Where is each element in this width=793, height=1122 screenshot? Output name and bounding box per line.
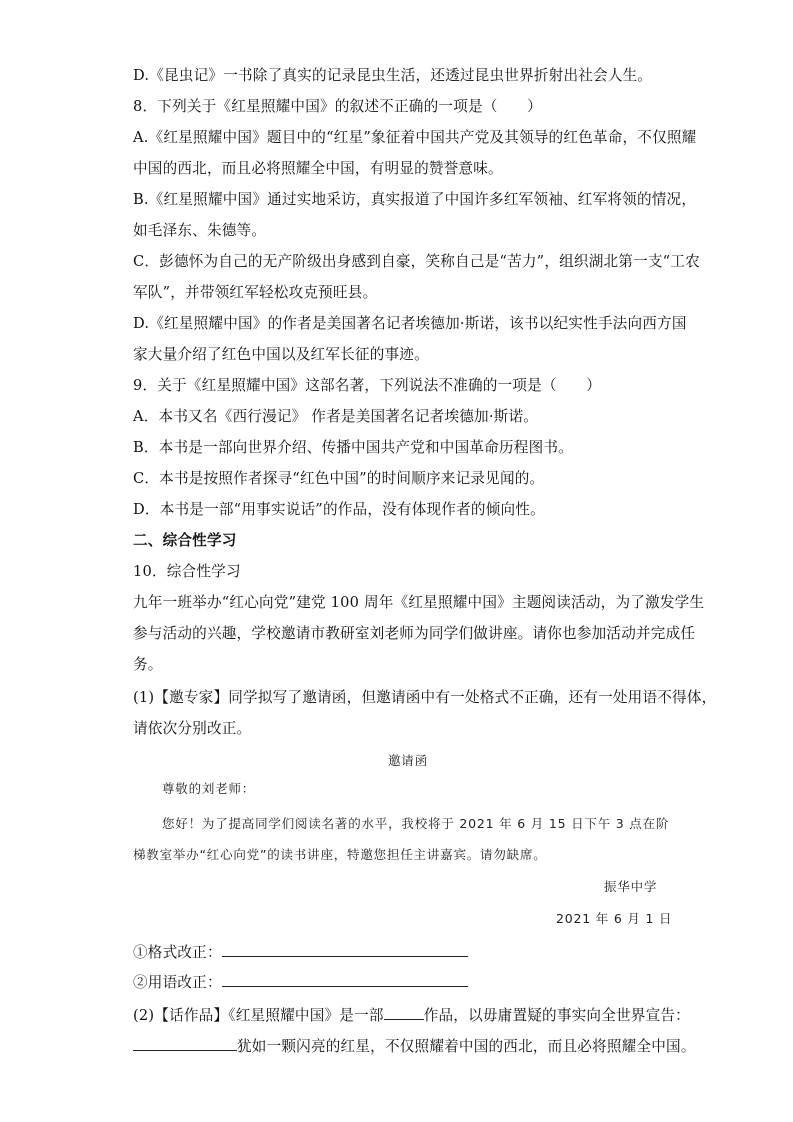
q10-part1-line1: (1)【邀专家】同学拟写了邀请函，但邀请函中有一处格式不正确，还有一处用语不得体， [133,689,717,706]
letter-body-line1: 您好！为了提高同学们阅读名著的水平，我校将于 2021 年 6 月 15 日下午 3 点在阶 [162,816,670,831]
q7-option-d: D.《昆虫记》一书除了真实的记录昆虫生活，还透过昆虫世界折射出社会人生。 [133,67,653,84]
wording-fix-blank[interactable] [222,972,468,987]
q8-option-a-line1: A.《红星照耀中国》题目中的“红星”象征着中国共产党及其领导的红色革命，不仅照耀 [133,129,697,146]
wording-fix-label: ②用语改正： [133,974,222,991]
part2-prefix: (2)【话作品】《红星照耀中国》是一部 [133,1007,384,1024]
letter-salutation: 尊敬的刘老师： [162,781,256,796]
q9-option-d: D．本书是一部“用事实说话”的作品，没有体现作者的倾向性。 [133,501,545,518]
section-heading: 二、综合性学习 [133,532,237,549]
q8-option-c-line2: 军队”，并带领红军轻松攻克预旺县。 [133,284,378,301]
q9-stem: 9．关于《红星照耀中国》这部名著，下列说法不准确的一项是（ ） [133,377,602,394]
q10-stem: 10．综合性学习 [133,563,241,580]
q8-option-b-line2: 如毛泽东、朱德等。 [133,222,267,239]
wording-fix-row [133,972,468,993]
format-fix-label: ①格式改正： [133,944,222,961]
q10-part2-line1 [133,1005,690,1026]
q9-option-a: A．本书又名《西行漫记》 作者是美国著名记者埃德加·斯诺。 [133,408,539,425]
letter-signature: 振华中学 [604,879,658,894]
genre-blank[interactable] [384,1005,424,1020]
format-fix-blank[interactable] [222,942,468,957]
q8-option-d-line2: 家大量介绍了红色中国以及红军长征的事迹。 [133,346,429,363]
q8-stem: 8．下列关于《红星照耀中国》的叙述不正确的一项是（ ） [133,98,542,115]
part2-line2-text: 犹如一颗闪亮的红星，不仅照耀着中国的西北，而且必将照耀全中国。 [237,1038,696,1055]
q8-option-a-line2: 中国的西北，而且必将照耀全中国，有明显的赞誉意味。 [133,160,503,177]
format-fix-row [133,942,468,963]
q8-option-b-line1: B.《红星照耀中国》通过实地采访，真实报道了中国许多红军领袖、红军将领的情况， [133,191,697,208]
letter-body-line2: 梯教室举办“红心向党”的读书讲座，特邀您担任主讲嘉宾。请勿缺席。 [133,847,547,862]
letter-title: 邀请函 [388,753,428,768]
q10-intro-line3: 务。 [133,656,163,673]
q10-intro-line1: 九年一班举办“红心向党”建党 100 周年《红星照耀中国》主题阅读活动，为了激发学生 [133,594,705,611]
subject-blank[interactable] [133,1036,237,1051]
q9-option-c: C．本书是按照作者探寻“红色中国”的时间顺序来记录见闻的。 [133,470,545,487]
q10-part1-line2: 请依次分别改正。 [133,720,252,737]
letter-date: 2021 年 6 月 1 日 [556,911,673,926]
part2-suffix: 作品，以毋庸置疑的事实向全世界宣告： [423,1007,690,1024]
q8-option-c-line1: C．彭德怀为自己的无产阶级出身感到自豪，笑称自己是“苦力”，组织湖北第一支“工农 [133,253,700,270]
q9-option-b: B．本书是一部向世界介绍、传播中国共产党和中国革命历程图书。 [133,439,573,456]
q10-intro-line2: 参与活动的兴趣，学校邀请市教研室刘老师为同学们做讲座。请你也参加活动并完成任 [133,625,696,642]
q10-part2-line2 [133,1036,696,1057]
q8-option-d-line1: D.《红星照耀中国》的作者是美国著名记者埃德加·斯诺，该书以纪实性手法向西方国 [133,315,687,332]
